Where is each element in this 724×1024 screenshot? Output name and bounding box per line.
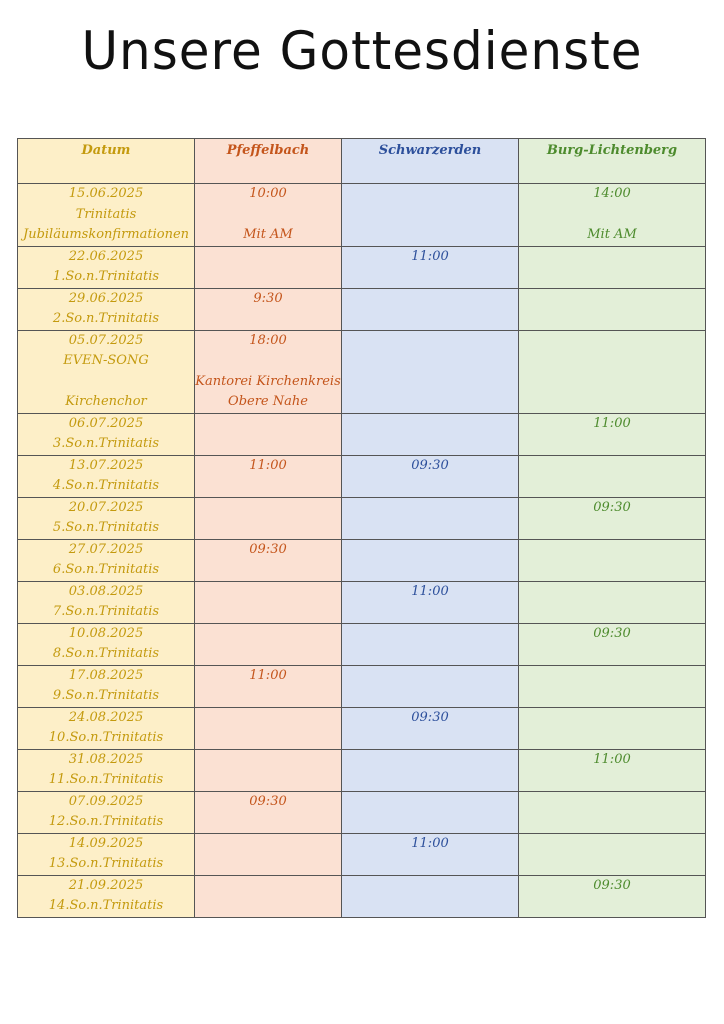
cell-text: 15.06.2025 bbox=[68, 186, 144, 201]
cell-burg-lichtenberg bbox=[519, 791, 706, 833]
cell-burg-lichtenberg bbox=[519, 330, 706, 413]
cell-burg-lichtenberg bbox=[519, 581, 706, 623]
cell-text: 11:00 bbox=[411, 248, 449, 264]
cell-burg-lichtenberg bbox=[519, 707, 706, 749]
header-label: Burg-Lichtenberg bbox=[546, 143, 678, 158]
cell-schwarzerden bbox=[342, 413, 519, 455]
cell-text: Jubiläumskonfirmationen bbox=[22, 227, 190, 242]
table-row bbox=[18, 497, 706, 539]
header-label: Schwarzerden bbox=[378, 143, 482, 158]
cell-schwarzerden bbox=[342, 246, 519, 288]
cell-text: 11.So.n.Trinitatis bbox=[48, 772, 164, 787]
cell-text: 06.07.2025 bbox=[68, 415, 144, 431]
cell-datum bbox=[18, 330, 195, 413]
cell-text: 7.So.n.Trinitatis bbox=[52, 604, 160, 619]
header-pfeffelbach bbox=[195, 139, 342, 184]
table-row bbox=[18, 184, 706, 247]
cell-datum bbox=[18, 581, 195, 623]
cell-pfeffelbach bbox=[195, 246, 342, 288]
cell-text: 09:30 bbox=[593, 499, 631, 515]
cell-text: 6.So.n.Trinitatis bbox=[52, 562, 160, 577]
page-title: Unsere Gottesdienste bbox=[81, 20, 643, 82]
cell-text: 10:00 bbox=[249, 186, 287, 201]
cell-schwarzerden bbox=[342, 539, 519, 581]
cell-burg-lichtenberg bbox=[519, 623, 706, 665]
cell-text: 14.So.n.Trinitatis bbox=[48, 898, 164, 913]
cell-datum bbox=[18, 791, 195, 833]
cell-pfeffelbach bbox=[195, 184, 342, 247]
cell-text: 29.06.2025 bbox=[68, 290, 144, 306]
cell-pfeffelbach bbox=[195, 707, 342, 749]
cell-pfeffelbach bbox=[195, 623, 342, 665]
cell-pfeffelbach bbox=[195, 665, 342, 707]
header-burg-lichtenberg bbox=[519, 139, 706, 184]
table-row bbox=[18, 791, 706, 833]
cell-pfeffelbach bbox=[195, 455, 342, 497]
cell-text: Obere Nahe bbox=[228, 394, 308, 409]
table-row bbox=[18, 455, 706, 497]
cell-pfeffelbach bbox=[195, 875, 342, 917]
table-row bbox=[18, 665, 706, 707]
cell-text: 9.So.n.Trinitatis bbox=[52, 688, 160, 703]
cell-text: 03.08.2025 bbox=[68, 583, 144, 599]
cell-schwarzerden bbox=[342, 623, 519, 665]
cell-text: 21.09.2025 bbox=[68, 877, 144, 893]
cell-burg-lichtenberg bbox=[519, 665, 706, 707]
cell-text: 10.So.n.Trinitatis bbox=[48, 730, 164, 745]
cell-text bbox=[18, 372, 194, 393]
cell-schwarzerden bbox=[342, 497, 519, 539]
cell-text: 09:30 bbox=[593, 625, 631, 641]
cell-burg-lichtenberg bbox=[519, 413, 706, 455]
cell-pfeffelbach bbox=[195, 791, 342, 833]
cell-schwarzerden bbox=[342, 875, 519, 917]
cell-text: 17.08.2025 bbox=[68, 667, 144, 683]
cell-schwarzerden bbox=[342, 288, 519, 330]
cell-text: 11:00 bbox=[593, 415, 631, 431]
cell-text: 31.08.2025 bbox=[68, 751, 144, 767]
cell-text: 10.08.2025 bbox=[68, 625, 144, 641]
cell-burg-lichtenberg bbox=[519, 246, 706, 288]
cell-text: 24.08.2025 bbox=[68, 709, 144, 725]
cell-datum bbox=[18, 623, 195, 665]
cell-burg-lichtenberg bbox=[519, 184, 706, 247]
cell-datum bbox=[18, 455, 195, 497]
cell-pfeffelbach bbox=[195, 749, 342, 791]
header-label: Pfeffelbach bbox=[226, 143, 310, 158]
cell-text: 11:00 bbox=[411, 835, 449, 851]
cell-text: Mit AM bbox=[587, 227, 637, 242]
cell-datum bbox=[18, 497, 195, 539]
cell-datum bbox=[18, 413, 195, 455]
cell-text: 09:30 bbox=[411, 709, 449, 725]
cell-datum bbox=[18, 246, 195, 288]
table-row bbox=[18, 581, 706, 623]
cell-pfeffelbach bbox=[195, 288, 342, 330]
header-datum bbox=[18, 139, 195, 184]
cell-pfeffelbach bbox=[195, 413, 342, 455]
table-row bbox=[18, 707, 706, 749]
table-row bbox=[18, 246, 706, 288]
cell-pfeffelbach bbox=[195, 539, 342, 581]
table-row bbox=[18, 288, 706, 330]
cell-pfeffelbach bbox=[195, 330, 342, 413]
cell-schwarzerden bbox=[342, 749, 519, 791]
cell-burg-lichtenberg bbox=[519, 455, 706, 497]
cell-text: 11:00 bbox=[411, 583, 449, 599]
cell-text: 05.07.2025 bbox=[68, 332, 144, 348]
cell-burg-lichtenberg bbox=[519, 539, 706, 581]
cell-text: 27.07.2025 bbox=[68, 541, 144, 557]
cell-text: 4.So.n.Trinitatis bbox=[52, 478, 160, 493]
cell-text: 13.So.n.Trinitatis bbox=[48, 856, 164, 871]
cell-text: 09:30 bbox=[249, 541, 287, 557]
cell-text: Kantorei Kirchenkreis bbox=[195, 373, 341, 389]
cell-text: 5.So.n.Trinitatis bbox=[52, 520, 160, 535]
cell-text: 22.06.2025 bbox=[68, 248, 144, 264]
schedule-table bbox=[17, 138, 706, 918]
cell-text: Mit AM bbox=[243, 227, 293, 242]
cell-text: 1.So.n.Trinitatis bbox=[52, 269, 160, 284]
cell-text: Kirchenchor bbox=[65, 394, 147, 409]
table-row bbox=[18, 623, 706, 665]
cell-text: 2.So.n.Trinitatis bbox=[52, 311, 160, 326]
cell-burg-lichtenberg bbox=[519, 288, 706, 330]
cell-text: 8.So.n.Trinitatis bbox=[52, 646, 160, 661]
cell-text bbox=[195, 351, 341, 372]
cell-text: 14.09.2025 bbox=[68, 835, 144, 851]
cell-burg-lichtenberg bbox=[519, 875, 706, 917]
cell-text bbox=[195, 205, 341, 226]
table-row bbox=[18, 539, 706, 581]
cell-schwarzerden bbox=[342, 665, 519, 707]
cell-text: 09:30 bbox=[249, 793, 287, 809]
cell-datum bbox=[18, 184, 195, 247]
cell-text: 09:30 bbox=[411, 457, 449, 473]
cell-burg-lichtenberg bbox=[519, 833, 706, 875]
table-row bbox=[18, 749, 706, 791]
cell-text: 11:00 bbox=[593, 751, 631, 767]
cell-datum bbox=[18, 875, 195, 917]
cell-text: 3.So.n.Trinitatis bbox=[52, 436, 160, 451]
cell-schwarzerden bbox=[342, 791, 519, 833]
cell-pfeffelbach bbox=[195, 581, 342, 623]
cell-pfeffelbach bbox=[195, 497, 342, 539]
cell-schwarzerden bbox=[342, 184, 519, 247]
cell-pfeffelbach bbox=[195, 833, 342, 875]
cell-datum bbox=[18, 539, 195, 581]
cell-datum bbox=[18, 749, 195, 791]
table-row bbox=[18, 875, 706, 917]
cell-schwarzerden bbox=[342, 707, 519, 749]
cell-text: 13.07.2025 bbox=[68, 457, 144, 473]
cell-text: 11:00 bbox=[249, 457, 287, 473]
cell-text: 07.09.2025 bbox=[68, 793, 144, 809]
cell-text: 18:00 bbox=[249, 332, 287, 348]
cell-text: 09:30 bbox=[593, 877, 631, 893]
header-label: Datum bbox=[81, 143, 131, 158]
cell-datum bbox=[18, 288, 195, 330]
cell-schwarzerden bbox=[342, 833, 519, 875]
cell-burg-lichtenberg bbox=[519, 497, 706, 539]
header-schwarzerden bbox=[342, 139, 519, 184]
cell-text: 11:00 bbox=[249, 667, 287, 683]
cell-text bbox=[519, 205, 705, 226]
table-row bbox=[18, 833, 706, 875]
cell-text: 12.So.n.Trinitatis bbox=[48, 814, 164, 829]
cell-datum bbox=[18, 665, 195, 707]
cell-schwarzerden bbox=[342, 330, 519, 413]
cell-text: 9:30 bbox=[253, 290, 283, 306]
cell-text: 20.07.2025 bbox=[68, 499, 144, 515]
cell-datum bbox=[18, 833, 195, 875]
cell-text: EVEN-SONG bbox=[63, 353, 149, 368]
table-row bbox=[18, 413, 706, 455]
table-row bbox=[18, 330, 706, 413]
cell-text: 14:00 bbox=[593, 186, 631, 201]
cell-schwarzerden bbox=[342, 455, 519, 497]
cell-burg-lichtenberg bbox=[519, 749, 706, 791]
cell-schwarzerden bbox=[342, 581, 519, 623]
cell-text: Trinitatis bbox=[75, 206, 137, 222]
header-row bbox=[18, 139, 706, 184]
cell-datum bbox=[18, 707, 195, 749]
